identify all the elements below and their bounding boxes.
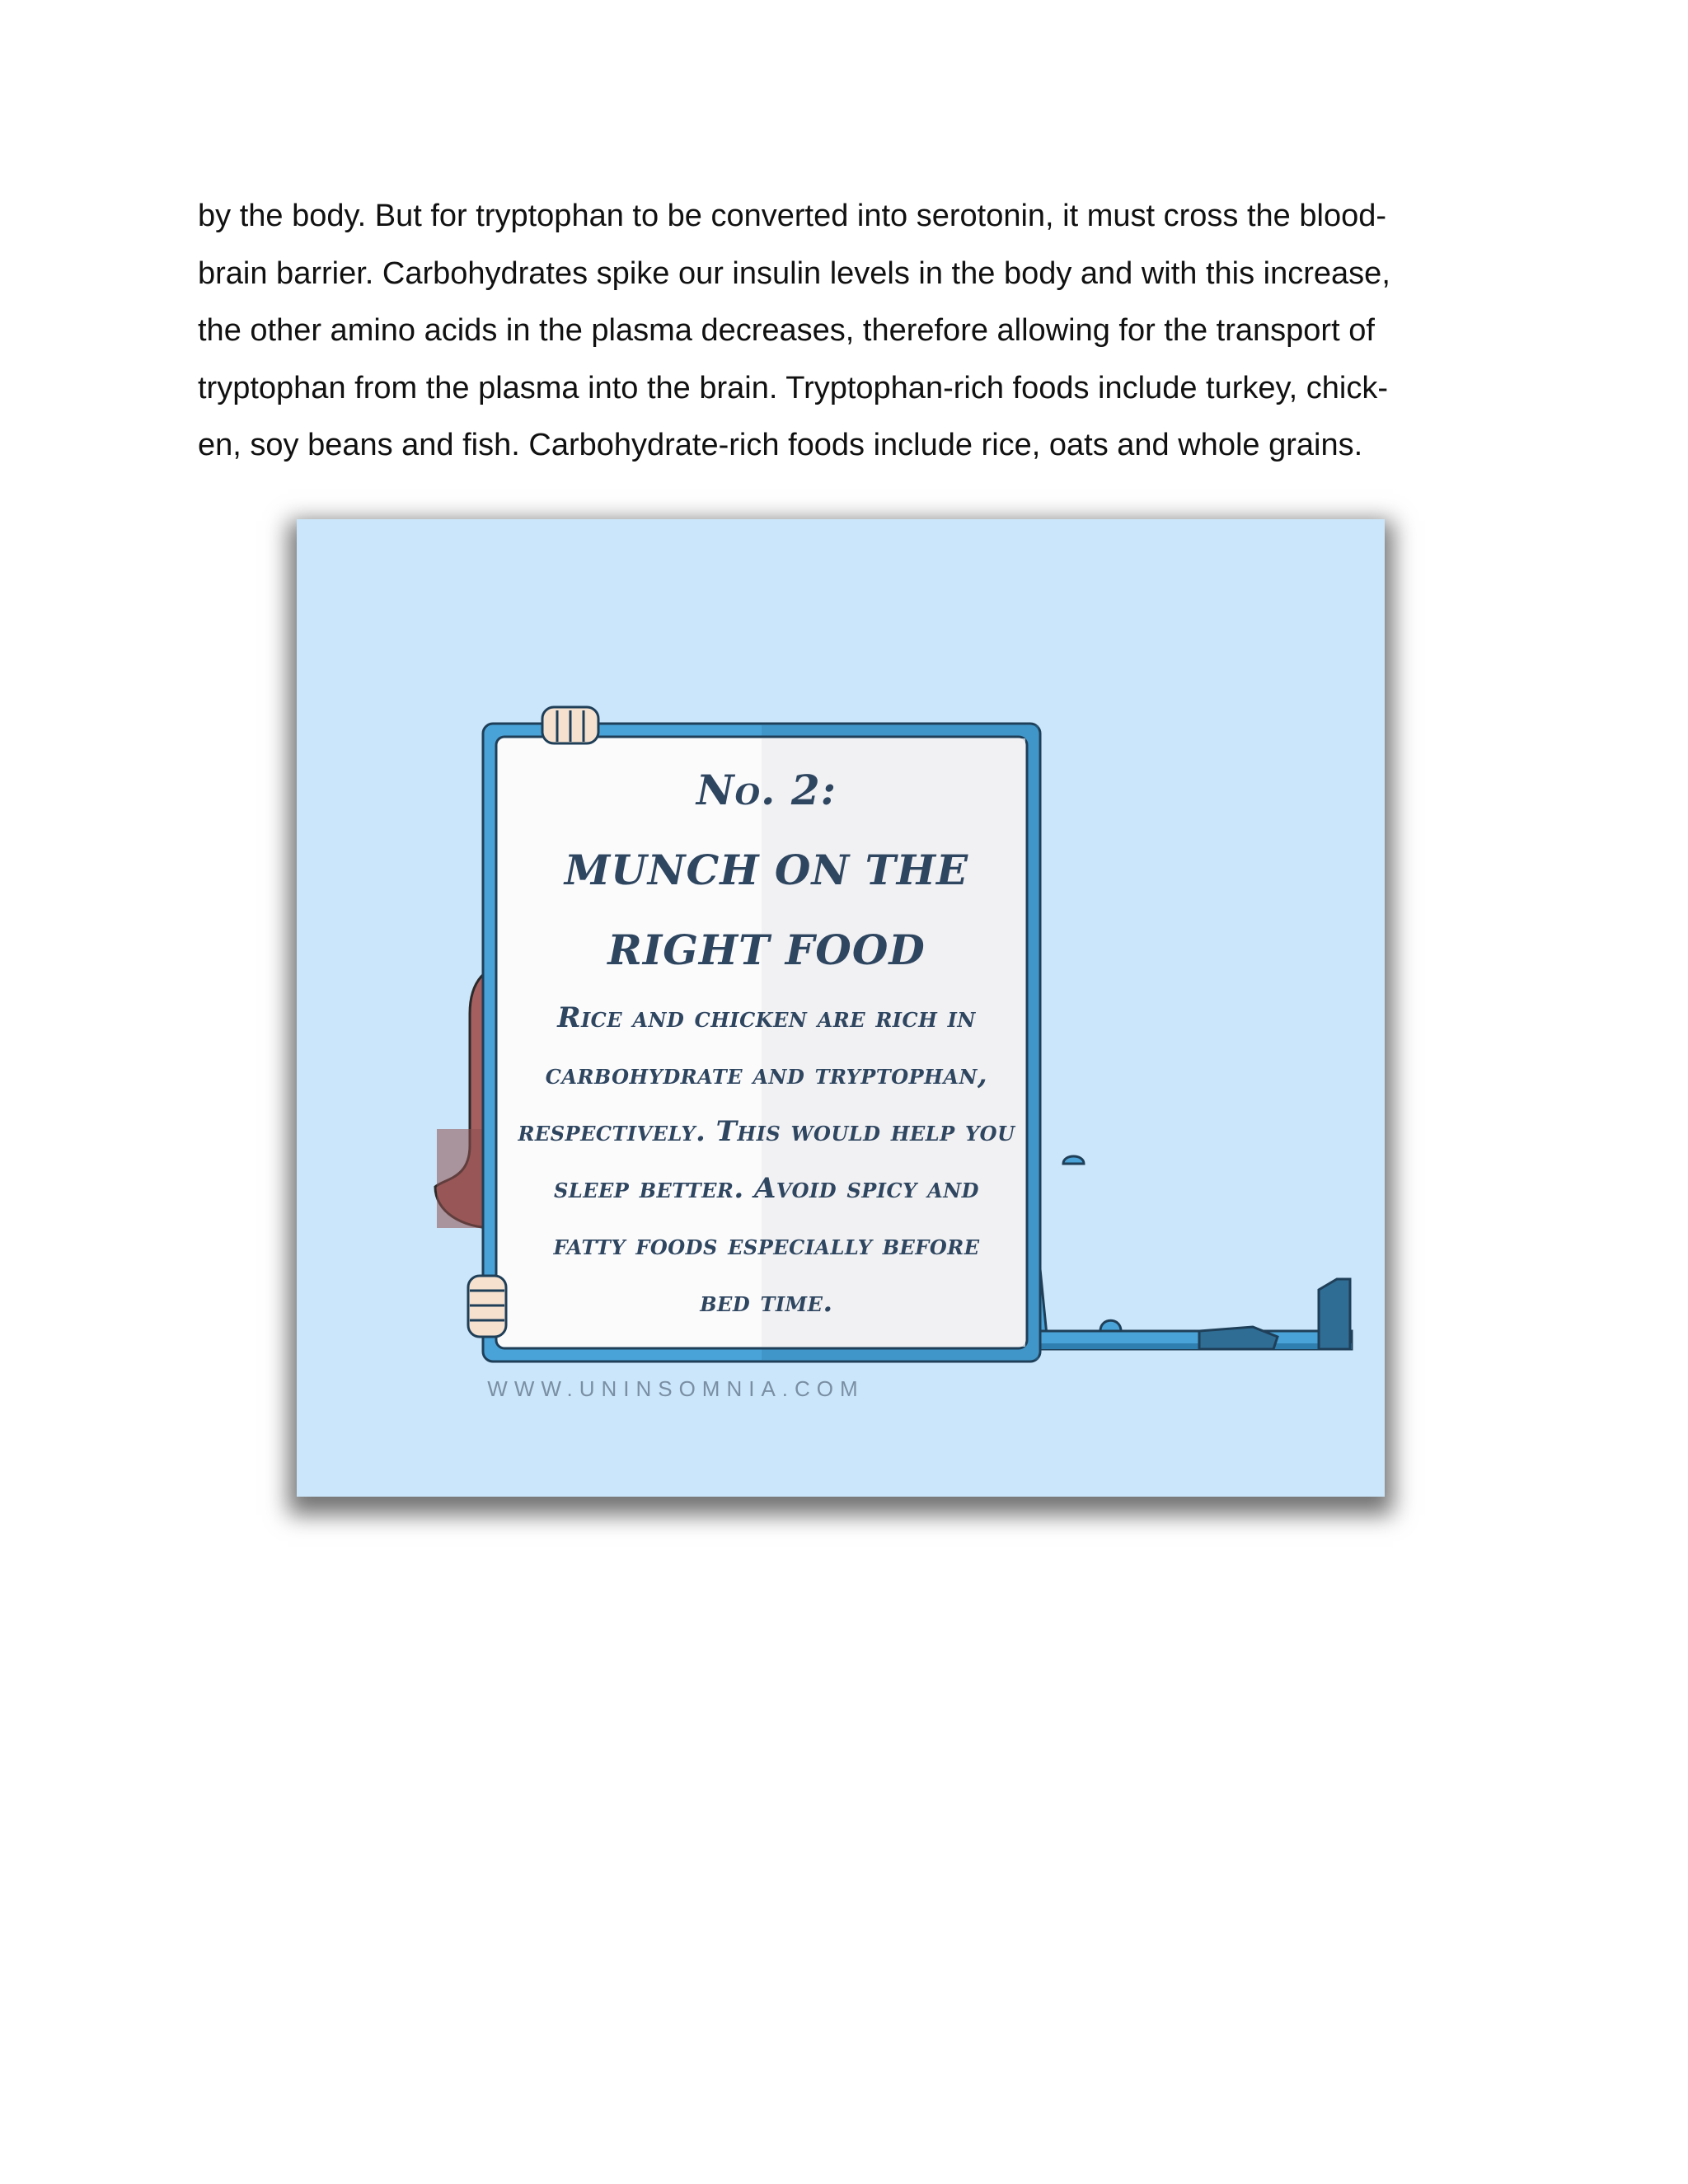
paragraph-line: the other amino acids in the plasma decreases, therefore allowing for the transport of: [198, 313, 1375, 348]
sign-body-line: respectively. This would help you: [518, 1115, 1015, 1148]
sign-heading-line: No. 2:: [696, 766, 837, 814]
body-paragraph: [198, 188, 1484, 475]
sign-text: [503, 750, 1030, 1331]
sign-heading-line: MUNCH ON THE: [564, 846, 969, 894]
sign-body-line: bed time.: [700, 1286, 833, 1319]
sign-heading-line: RIGHT FOOD: [607, 926, 926, 974]
sign-body-line: fatty foods especially before: [553, 1229, 980, 1262]
paragraph-line: tryptophan from the plasma into the brain. Tryptophan-rich foods include turkey, chick-: [198, 370, 1389, 405]
sign-body-line: sleep better. Avoid spicy and: [554, 1172, 979, 1205]
website-url: WWW.UNINSOMNIA.COM: [487, 1376, 865, 1401]
paragraph-line: by the body. But for tryptophan to be converted into serotonin, it must cross the blood-: [198, 199, 1386, 233]
sign-body-line: carbohydrate and tryptophan,: [545, 1058, 988, 1091]
paragraph-line: brain barrier. Carbohydrates spike our insulin levels in the body and with this increase,: [198, 255, 1390, 291]
sign-body-line: Rice and chicken are rich in: [557, 1001, 976, 1034]
sign-body: [503, 990, 1030, 1331]
paragraph-line: en, soy beans and fish. Carbohydrate-rich foods include rice, oats and whole grains.: [198, 428, 1363, 462]
illustration-figure: [297, 519, 1385, 1497]
